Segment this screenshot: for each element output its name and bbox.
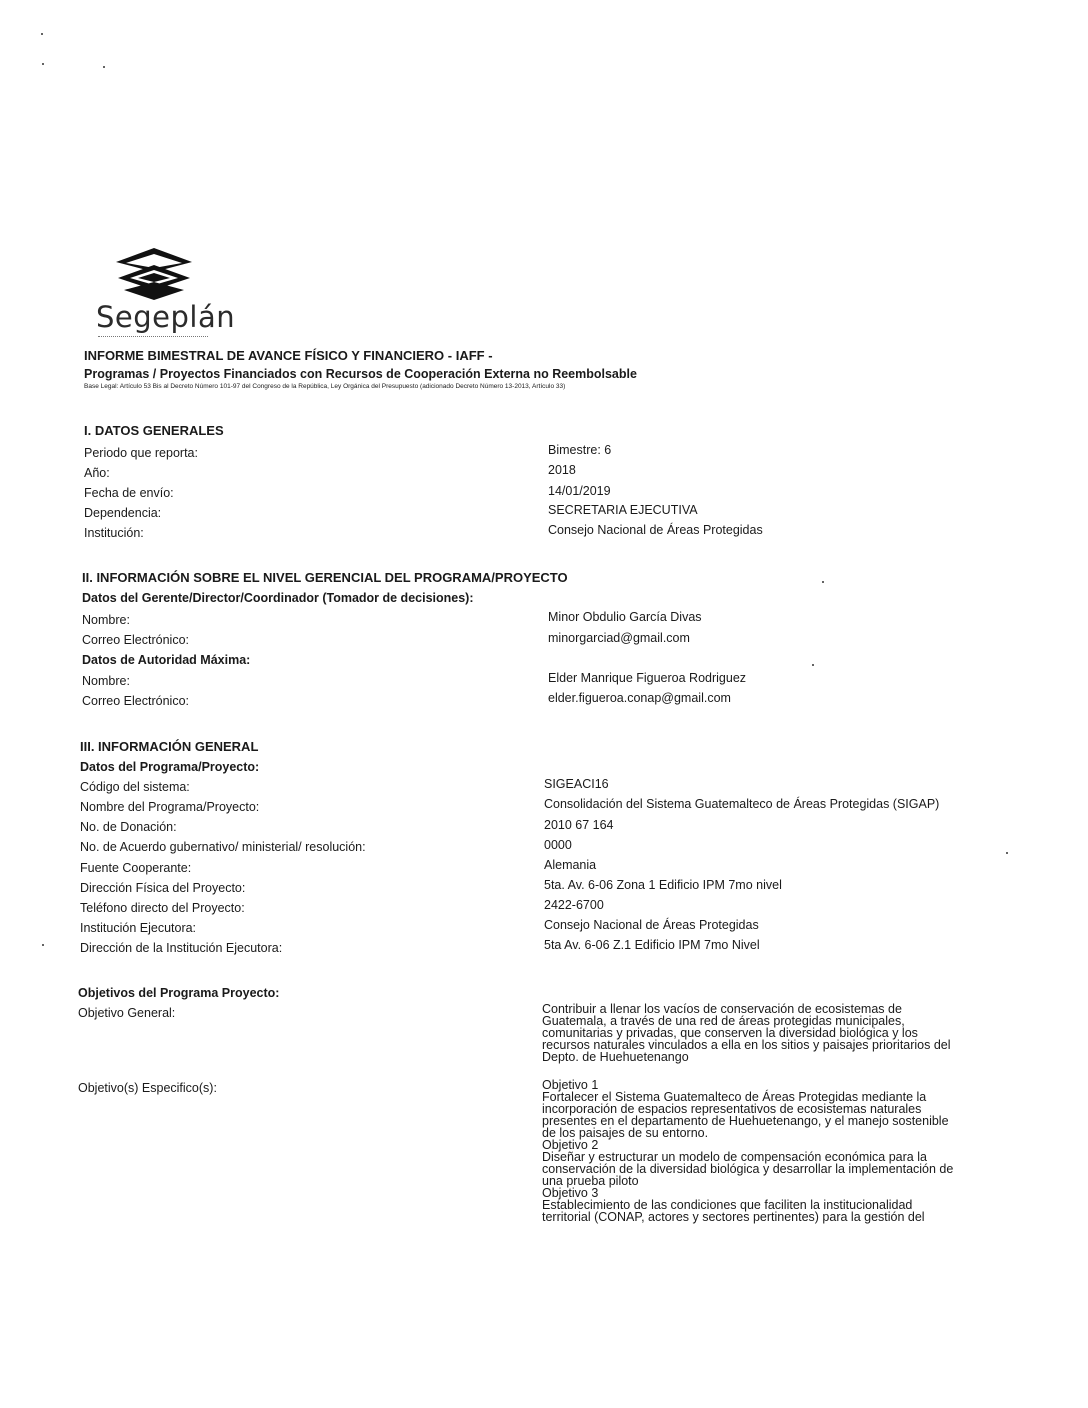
paragraph-line: de los paisajes de su entorno. bbox=[542, 1126, 709, 1140]
field-value: 2010 67 164 bbox=[544, 818, 614, 832]
field-label: Nombre del Programa/Proyecto: bbox=[80, 800, 260, 814]
scan-speck bbox=[822, 581, 824, 583]
section-3-heading: III. INFORMACIÓN GENERAL bbox=[80, 739, 259, 754]
field-label: No. de Donación: bbox=[80, 820, 177, 834]
logo-tagline bbox=[98, 336, 208, 338]
scan-speck bbox=[42, 944, 44, 946]
field-label: Dependencia: bbox=[84, 506, 162, 520]
field-value: Consejo Nacional de Áreas Protegidas bbox=[548, 523, 763, 537]
field-value: Bimestre: 6 bbox=[548, 443, 612, 457]
field-label: Dirección Física del Proyecto: bbox=[80, 881, 246, 895]
logo-wordmark: Segeplán bbox=[96, 300, 236, 334]
paragraph-line: conservación de la diversidad biológica y desarrollar la implementación de bbox=[542, 1162, 954, 1176]
paragraph-line: Depto. de Huehuetenango bbox=[542, 1050, 689, 1064]
specific-objectives-label: Objetivo(s) Especifico(s): bbox=[78, 1081, 217, 1095]
general-objective-label: Objetivo General: bbox=[78, 1006, 176, 1020]
scan-speck bbox=[812, 664, 814, 666]
field-label: Nombre: bbox=[82, 613, 130, 627]
paragraph-line: Establecimiento de las condiciones que faciliten la institucionalidad bbox=[542, 1198, 913, 1212]
field-value: Minor Obdulio García Divas bbox=[548, 610, 702, 624]
scan-speck bbox=[1006, 852, 1008, 854]
scan-speck bbox=[42, 63, 44, 65]
field-value: SECRETARIA EJECUTIVA bbox=[548, 503, 698, 517]
specific-objectives-text bbox=[542, 1079, 994, 1223]
paragraph-line: presentes en el departamento de Huehuetenango, y el manejo sostenible bbox=[542, 1114, 949, 1128]
field-label: Fuente Cooperante: bbox=[80, 861, 192, 875]
field-value: minorgarciad@gmail.com bbox=[548, 631, 690, 645]
paragraph-line: Fortalecer el Sistema Guatemalteco de Áreas Protegidas mediante la bbox=[542, 1090, 927, 1104]
legal-basis: Base Legal: Artículo 53 Bis al Decreto Número 101-97 del Congreso de la República, Ley Orgánica del Presupuesto (adicionado Decreto Número 13-2013, Artículo 33) bbox=[84, 383, 566, 390]
paragraph-line: Guatemala, a través de una red de áreas protegidas municipales, bbox=[542, 1014, 905, 1028]
field-label: Periodo que reporta: bbox=[84, 446, 198, 460]
section-1-heading: I. DATOS GENERALES bbox=[84, 423, 224, 438]
field-value: Consejo Nacional de Áreas Protegidas bbox=[544, 918, 759, 932]
field-label: Código del sistema: bbox=[80, 780, 190, 794]
field-label: Correo Electrónico: bbox=[82, 694, 189, 708]
field-label: Dirección de la Institución Ejecutora: bbox=[80, 941, 283, 955]
project-heading: Datos del Programa/Proyecto: bbox=[80, 760, 260, 774]
paragraph-line: Contribuir a llenar los vacíos de conservación de ecosistemas de bbox=[542, 1002, 902, 1016]
field-value: 5ta Av. 6-06 Z.1 Edificio IPM 7mo Nivel bbox=[544, 938, 760, 952]
field-label: Institución Ejecutora: bbox=[80, 921, 197, 935]
scan-speck bbox=[103, 66, 105, 68]
manager-heading: Datos del Gerente/Director/Coordinador (Tomador de decisiones): bbox=[82, 591, 474, 605]
objectives-heading: Objetivos del Programa Proyecto: bbox=[78, 986, 280, 1000]
paragraph-line: recursos naturales vinculados a ella en los sitios y paisajes prioritarios del bbox=[542, 1038, 951, 1052]
field-value: Alemania bbox=[544, 858, 597, 872]
field-label: Fecha de envío: bbox=[84, 486, 174, 500]
paragraph-line: comunitarias y privadas, que conserven la diversidad biológica y los bbox=[542, 1026, 918, 1040]
field-value: 14/01/2019 bbox=[548, 484, 611, 498]
general-objective-text bbox=[542, 1003, 994, 1063]
field-value: 5ta. Av. 6-06 Zona 1 Edificio IPM 7mo nivel bbox=[544, 878, 782, 892]
section-2-heading: II. INFORMACIÓN SOBRE EL NIVEL GERENCIAL DEL PROGRAMA/PROYECTO bbox=[82, 570, 568, 585]
report-title: INFORME BIMESTRAL DE AVANCE FÍSICO Y FINANCIERO - IAFF - bbox=[84, 348, 493, 363]
field-label: Correo Electrónico: bbox=[82, 633, 189, 647]
field-label: No. de Acuerdo gubernativo/ ministerial/ resolución: bbox=[80, 840, 366, 854]
paragraph-line: Diseñar y estructurar un modelo de compensación económica para la bbox=[542, 1150, 927, 1164]
field-value: Consolidación del Sistema Guatemalteco de Áreas Protegidas (SIGAP) bbox=[544, 797, 940, 811]
paragraph-line: Objetivo 3 bbox=[542, 1186, 599, 1200]
paragraph-line: Objetivo 1 bbox=[542, 1078, 599, 1092]
field-label: Institución: bbox=[84, 526, 144, 540]
field-value: elder.figueroa.conap@gmail.com bbox=[548, 691, 731, 705]
segeplan-logo bbox=[92, 248, 236, 340]
field-value: 2018 bbox=[548, 463, 576, 477]
report-subtitle: Programas / Proyectos Financiados con Recursos de Cooperación Externa no Reembolsable bbox=[84, 367, 637, 381]
scan-speck bbox=[41, 33, 43, 35]
field-label: Teléfono directo del Proyecto: bbox=[80, 901, 245, 915]
field-value: 2422-6700 bbox=[544, 898, 604, 912]
field-value: 0000 bbox=[544, 838, 572, 852]
paragraph-line: Objetivo 2 bbox=[542, 1138, 599, 1152]
field-label: Nombre: bbox=[82, 674, 130, 688]
segeplan-emblem-icon bbox=[104, 248, 204, 300]
authority-heading: Datos de Autoridad Máxima: bbox=[82, 653, 251, 667]
field-value: SIGEACI16 bbox=[544, 777, 609, 791]
paragraph-line: territorial (CONAP, actores y sectores pertinentes) para la gestión del bbox=[542, 1210, 925, 1224]
field-value: Elder Manrique Figueroa Rodriguez bbox=[548, 671, 747, 685]
paragraph-line: una prueba piloto bbox=[542, 1174, 639, 1188]
paragraph-line: incorporación de espacios representativos de ecosistemas naturales bbox=[542, 1102, 922, 1116]
field-label: Año: bbox=[84, 466, 110, 480]
